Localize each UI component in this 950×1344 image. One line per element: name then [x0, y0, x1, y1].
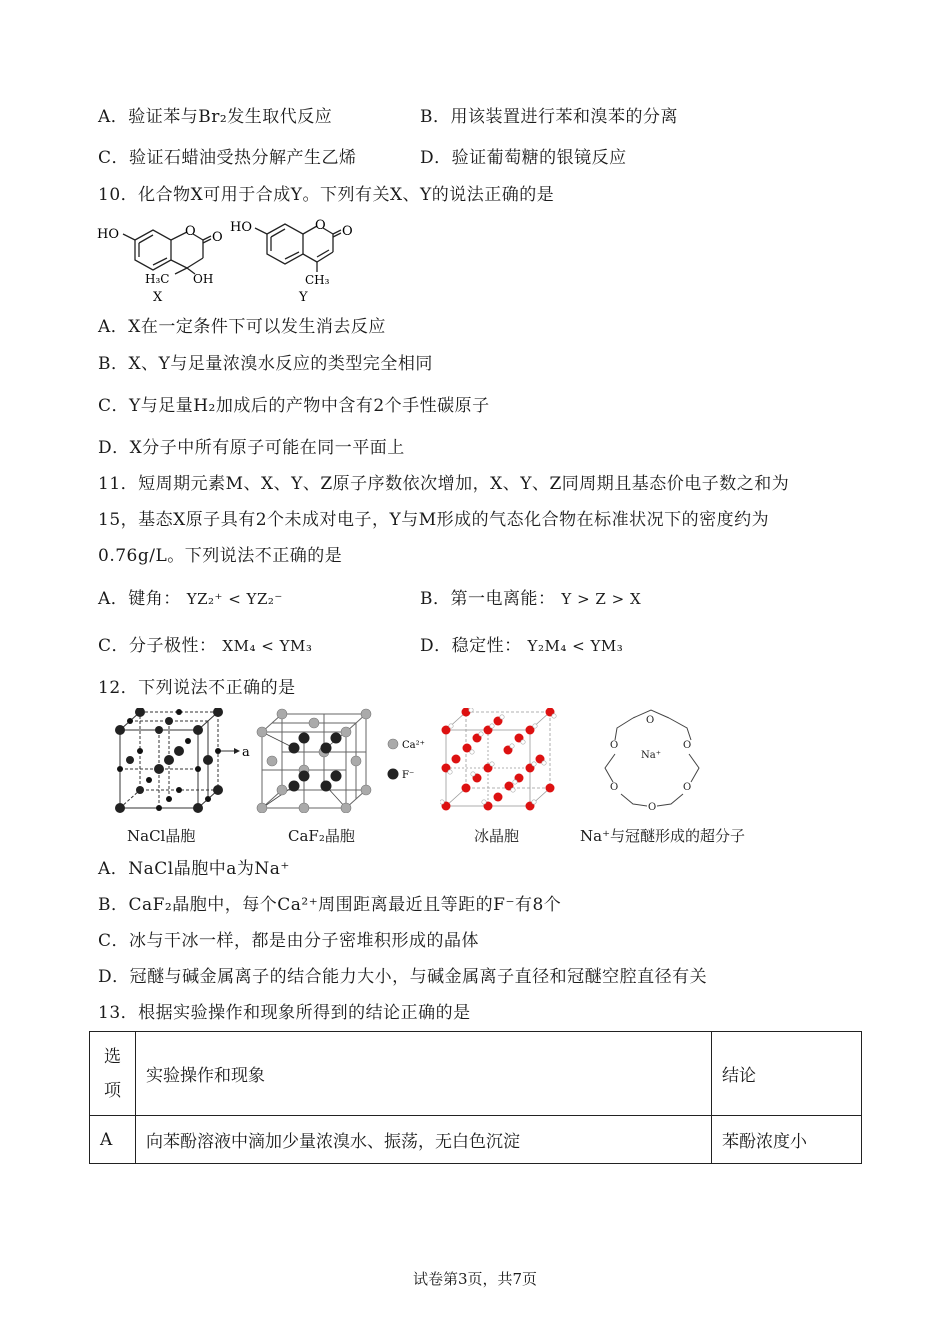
- row-conclusion: 苯酚浓度小: [712, 1116, 862, 1164]
- caf2-legend-ca: Ca²⁺: [402, 740, 425, 751]
- q11-stem-line3: 0.76g/L。下列说法不正确的是: [98, 546, 343, 566]
- q13-stem: 13．根据实验操作和现象所得到的结论正确的是: [98, 1003, 471, 1023]
- crown-o-6: O: [610, 740, 619, 751]
- q10-structures: [95, 212, 365, 307]
- header-option: 选 项: [90, 1032, 136, 1116]
- table-header-row: [90, 1032, 862, 1116]
- q10-option-b: B．X、Y与足量浓溴水反应的类型完全相同: [98, 354, 433, 374]
- q11-stem-line1: 11．短周期元素M、X、Y、Z原子序数依次增加，X、Y、Z同周期且基态价电子数之和为: [98, 474, 790, 494]
- q12-option-d: D．冠醚与碱金属离子的结合能力大小，与碱金属离子直径和冠醚空腔直径有关: [98, 967, 708, 987]
- q12-option-a: A．NaCl晶胞中a为Na⁺: [98, 859, 290, 879]
- crown-o-4: O: [648, 802, 657, 811]
- nacl-cell-figure: [112, 708, 252, 813]
- caf2-legend-f: F⁻: [402, 770, 415, 781]
- page-footer: 试卷第3页，共7页: [412, 1270, 538, 1288]
- header-conclusion: 结论: [712, 1032, 862, 1116]
- q9-option-c: C．验证石蜡油受热分解产生乙烯: [98, 148, 357, 168]
- q10-option-c: C．Y与足量H₂加成后的产物中含有2个手性碳原子: [98, 396, 490, 416]
- q9-option-d: D．验证葡萄糖的银镜反应: [420, 148, 627, 168]
- y-ho-label: HO: [230, 220, 252, 235]
- q11-option-b: B．第一电离能： Y > Z > X: [420, 589, 642, 609]
- crown-ether-figure: [595, 706, 710, 811]
- crown-o-5: O: [610, 782, 619, 793]
- crown-o-1: O: [646, 715, 655, 726]
- q13-table: [89, 1031, 862, 1164]
- q11-option-d: D．稳定性： Y₂M₄ < YM₃: [420, 636, 624, 656]
- q10-stem: 10．化合物X可用于合成Y。下列有关X、Y的说法正确的是: [98, 185, 555, 205]
- q10-option-a: A．X在一定条件下可以发生消去反应: [98, 317, 386, 337]
- table-row: [90, 1116, 862, 1164]
- row-option: A: [90, 1116, 136, 1164]
- caf2-cell-figure: [256, 708, 426, 813]
- ice-cell-figure: [440, 708, 560, 813]
- q11-option-a: A．键角： YZ₂⁺ < YZ₂⁻: [98, 589, 283, 609]
- q12-stem: 12．下列说法不正确的是: [98, 678, 296, 698]
- q12-option-c: C．冰与干冰一样，都是由分子密堆积形成的晶体: [98, 931, 480, 951]
- structure-x: [123, 230, 211, 274]
- nacl-caption: NaCl晶胞: [127, 827, 196, 845]
- caf2-caption: CaF₂晶胞: [288, 827, 355, 845]
- crown-na-center: Na⁺: [641, 750, 661, 761]
- q11-option-c: C．分子极性： XM₄ < YM₃: [98, 636, 313, 656]
- crown-o-3: O: [683, 782, 692, 793]
- y-name-label: Y: [299, 290, 308, 305]
- q12-option-b: B．CaF₂晶胞中，每个Ca²⁺周围距离最近且等距的F⁻有8个: [98, 895, 562, 915]
- q9-option-b: B．用该装置进行苯和溴苯的分离: [420, 107, 678, 127]
- y-carbonyl-o-label: O: [342, 224, 353, 239]
- x-ring-o-label: O: [185, 224, 196, 239]
- y-ring-o-label: O: [315, 218, 326, 233]
- x-h3c-label: H₃C: [145, 272, 170, 286]
- nacl-marker-a: a: [242, 745, 250, 760]
- x-oh-label: OH: [193, 272, 214, 286]
- x-ho-label: HO: [97, 227, 119, 242]
- q11-stem-line2: 15，基态X原子具有2个未成对电子，Y与M形成的气态化合物在标准状况下的密度约为: [98, 510, 770, 530]
- x-name-label: X: [153, 290, 163, 305]
- q10-option-d: D．X分子中所有原子可能在同一平面上: [98, 438, 405, 458]
- crown-caption: Na⁺与冠醚形成的超分子: [580, 827, 745, 845]
- header-operation: 实验操作和现象: [136, 1032, 712, 1116]
- row-operation: 向苯酚溶液中滴加少量浓溴水、振荡，无白色沉淀: [136, 1116, 712, 1164]
- ice-caption: 冰晶胞: [474, 827, 520, 845]
- crown-o-2: O: [683, 740, 692, 751]
- structure-y: [255, 224, 341, 272]
- x-carbonyl-o-label: O: [212, 230, 223, 245]
- y-ch3-label: CH₃: [305, 273, 330, 287]
- q9-option-a: A．验证苯与Br₂发生取代反应: [98, 107, 333, 127]
